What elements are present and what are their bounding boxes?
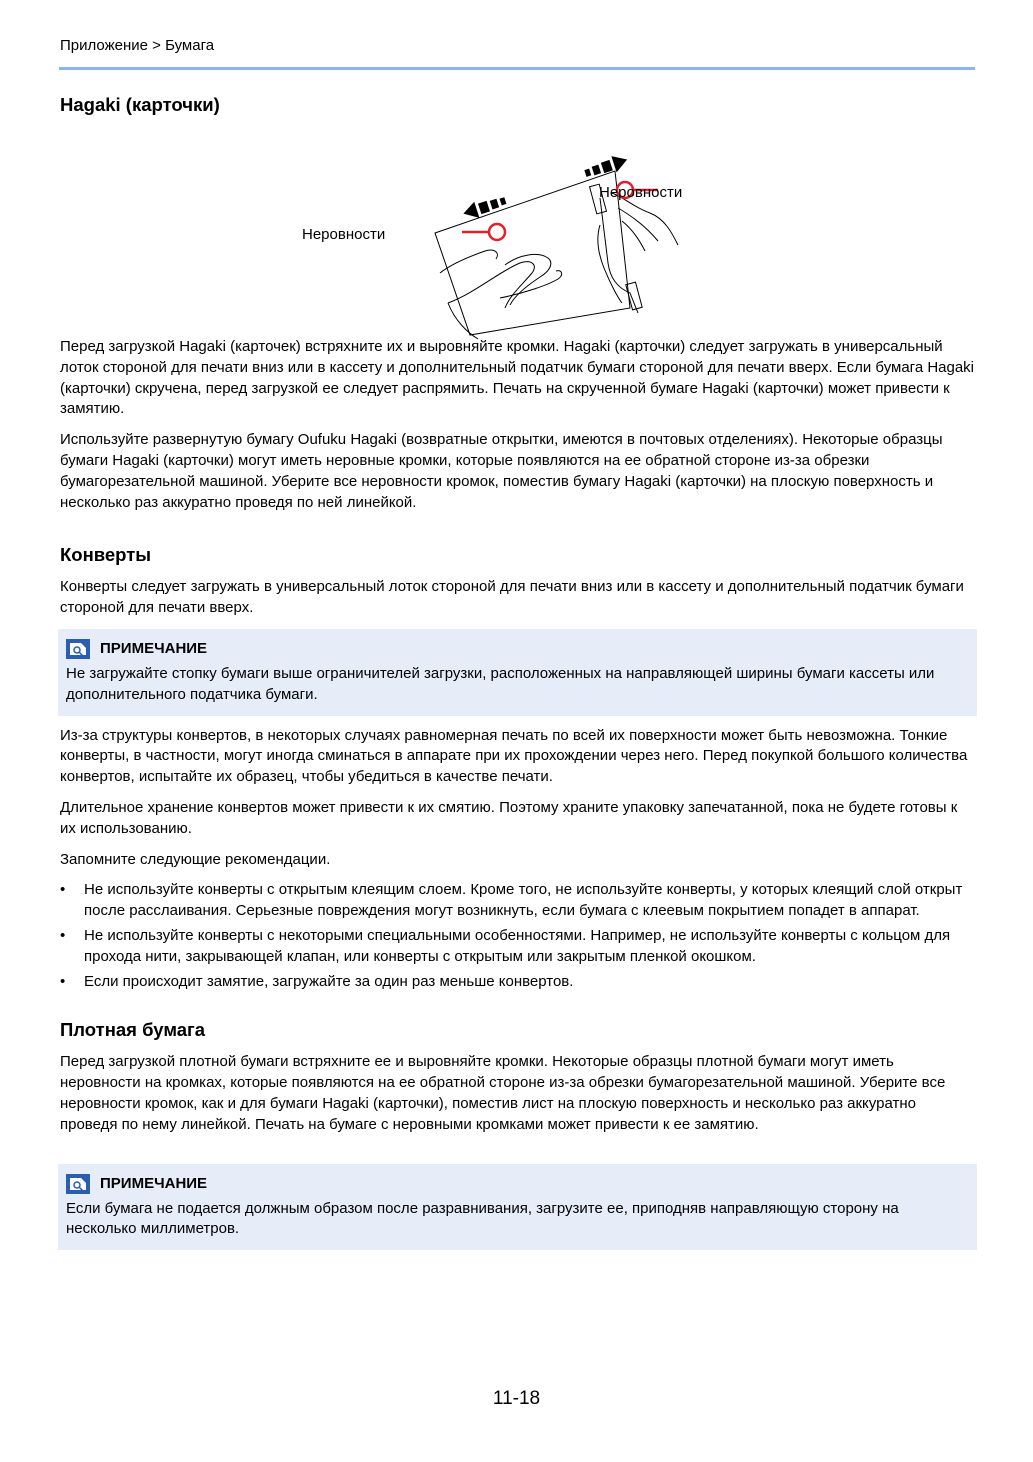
envelopes-recommendations-list — [60, 880, 975, 992]
note-heading: ПРИМЕЧАНИЕ — [100, 1174, 208, 1192]
header-rule — [59, 67, 975, 70]
note-icon — [66, 639, 90, 659]
note-box — [58, 1164, 977, 1251]
note-heading: ПРИМЕЧАНИЕ — [100, 639, 208, 657]
figure-label-right: Неровности — [599, 184, 683, 201]
list-item: • Не используйте конверты с некоторыми специальными особенностями. Например, не используйте конверты с кольцом для прохода нити, закрывающей клапан, или конверты с открытым или закрытым пленкой окошком. — [60, 926, 975, 968]
list-item: • Не используйте конверты с открытым клеящим слоем. Кроме того, не используйте конверты, у которых клеящий слой открыт после расслаивания. Серьезные повреждения могут возникнуть, если бумага с клеевым покрытием попадет в аппарат. — [60, 880, 975, 922]
section-title-hagaki: Hagaki (карточки) — [60, 94, 220, 115]
note-text: Не загружайте стопку бумаги выше ограничителей загрузки, расположенных на направляющей ширины бумаги кассеты или дополнительного податчика бумаги. — [66, 664, 935, 703]
note-icon — [66, 1174, 90, 1194]
hagaki-figure — [60, 117, 975, 337]
envelopes-paragraph-4: Запомните следующие рекомендации. — [60, 850, 331, 868]
figure-label-left: Неровности — [302, 226, 386, 243]
note-text: Если бумага не подается должным образом после разравнивания, загрузите ее, приподняв направляющую сторону на несколько миллиметров. — [66, 1199, 899, 1238]
page-number: 11-18 — [492, 1388, 541, 1409]
envelopes-paragraph-1: Конверты следует загружать в универсальный лоток стороной для печати вниз или в кассету и дополнительный податчик бумаги стороной для печати вверх. — [60, 578, 964, 617]
thick-paper-paragraph-1: Перед загрузкой плотной бумаги встряхните ее и выровняйте кромки. Некоторые образцы плотной бумаги могут иметь неровности на кромках, которые появляются на ее обратной стороне из-за обрезки бумагорезательной машиной. Уберите все неровности кромок, как и для бумаги Hagaki (карточки), поместив лист на плоскую поверхность и несколько раз аккуратно проведя по нему линейкой. Печать на бумаге с неровными кромками может привести к ее замятию. — [60, 1053, 946, 1133]
list-item: • Если происходит замятие, загружайте за один раз меньше конвертов. — [60, 972, 975, 993]
section-title-envelopes: Конверты — [60, 544, 152, 566]
envelopes-paragraph-3: Длительное хранение конвертов может привести к их смятию. Поэтому храните упаковку запечатанной, пока не будете готовы к их использованию. — [60, 798, 958, 837]
page-content — [60, 93, 975, 1250]
breadcrumb: Приложение > Бумага — [60, 37, 215, 54]
note-box — [58, 629, 977, 716]
hagaki-paragraph-1: Перед загрузкой Hagaki (карточек) встряхните их и выровняйте кромки. Hagaki (карточки) следует загружать в универсальный лоток стороной для печати вниз или в кассету и дополнительный податчик бумаги стороной для печати вверх. Если бумага Hagaki (карточки) скручена, перед загрузкой ее следует распрямить. Печать на скрученной бумаге Hagaki (карточки) может привести к замятию. — [60, 338, 975, 418]
section-title-thick-paper: Плотная бумага — [60, 1019, 206, 1041]
hands-flattening-illustration — [300, 153, 700, 343]
hagaki-paragraph-2: Используйте развернутую бумагу Oufuku Hagaki (возвратные открытки, имеются в почтовых отделениях). Некоторые образцы бумаги Hagaki (карточки) могут иметь неровные кромки, которые появляются на ее обратной стороне из-за обрезки бумагорезательной машиной. Уберите все неровности кромок, поместив бумагу Hagaki (карточки) на плоскую поверхность и несколько раз аккуратно проведя по ней линейкой. — [60, 431, 943, 511]
envelopes-paragraph-2: Из-за структуры конвертов, в некоторых случаях равномерная печать по всей их поверхности может быть невозможна. Тонкие конверты, в частности, могут иногда сминаться в аппарате при их прохождении через него. Перед покупкой большого количества конвертов, испытайте их образец, чтобы убедиться в качестве печати. — [60, 726, 968, 786]
